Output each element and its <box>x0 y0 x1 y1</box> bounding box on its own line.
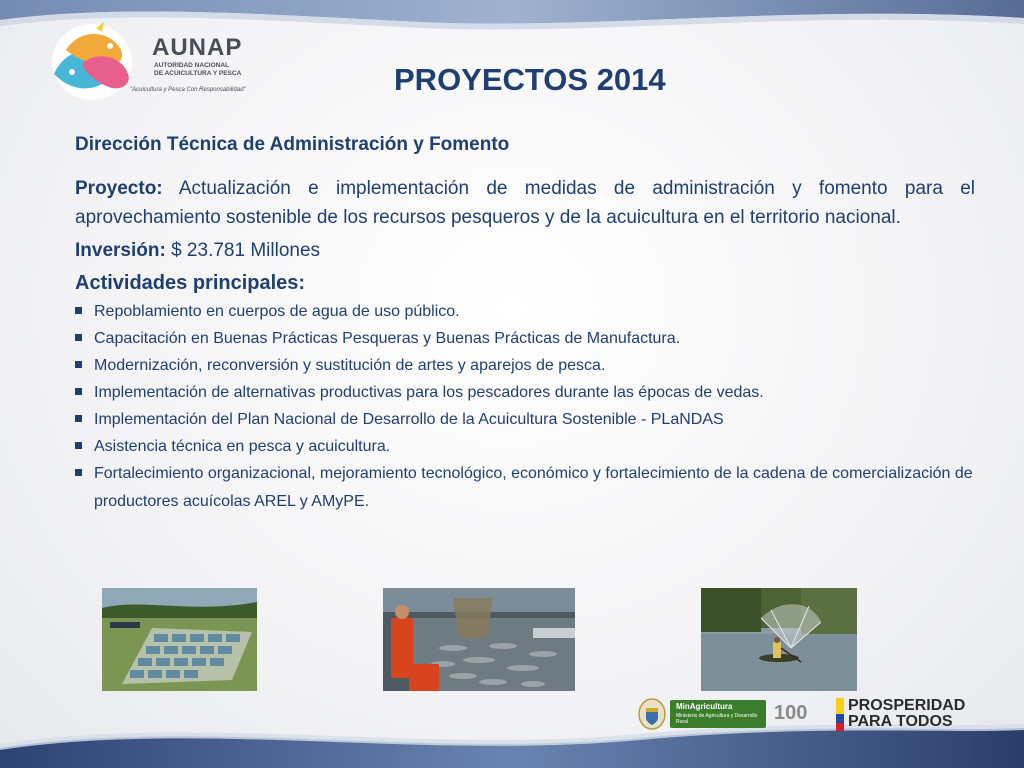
list-item <box>75 352 975 379</box>
section-heading: Dirección Técnica de Administración y Fomento <box>75 134 510 155</box>
proyecto-label: Proyecto: <box>75 178 163 199</box>
square-bullet-icon <box>75 334 82 341</box>
inversion-value: $ 23.781 Millones <box>165 240 321 261</box>
list-item-text: Implementación de alternativas productivas para los pescadores durante las épocas de vedas. <box>94 384 764 401</box>
prosperidad-para-todos-logo <box>848 698 965 730</box>
square-bullet-icon <box>75 307 82 314</box>
aunap-name: AUNAP <box>152 34 243 61</box>
prosperidad-line1: PROSPERIDAD <box>848 697 966 714</box>
footer-logos <box>636 696 986 736</box>
aunap-logo <box>46 20 286 110</box>
hundred-years-logo: 100 <box>774 702 808 724</box>
activities-list <box>75 298 975 516</box>
colombia-coat-of-arms-icon <box>638 698 666 730</box>
colombia-flag-icon <box>836 698 844 731</box>
list-item-text: Asistencia técnica en pesca y acuicultura. <box>94 438 391 455</box>
list-item <box>75 379 975 406</box>
slide-content <box>75 134 975 516</box>
square-bullet-icon <box>75 442 82 449</box>
list-item <box>75 298 975 325</box>
inversion-label: Inversión: <box>75 240 166 261</box>
aquaculture-ponds-photo <box>102 588 257 691</box>
list-item-text: Capacitación en Buenas Prácticas Pesqueras y Buenas Prácticas de Manufactura. <box>94 330 681 347</box>
fish-catch-photo <box>383 588 575 691</box>
list-item-text: Implementación del Plan Nacional de Desarrollo de la Acuicultura Sostenible - PLaNDAS <box>94 411 724 428</box>
slide-title: PROYECTOS 2014 <box>394 62 666 97</box>
fisherman-net-photo <box>701 588 857 691</box>
fish-emblem-icon <box>46 20 136 106</box>
list-item-text: Modernización, reconversión y sustitución de artes y aparejos de pesca. <box>94 357 606 374</box>
minag-title: MinAgricultura <box>676 702 733 711</box>
list-item <box>75 406 975 433</box>
list-item-text: Repoblamiento en cuerpos de agua de uso público. <box>94 303 460 320</box>
list-item-text: Fortalecimiento organizacional, mejoramiento tecnológico, económico y fortalecimiento de la cadena de comercialización de productores acuícolas AREL y AMyPE. <box>94 465 973 510</box>
aunap-tagline: "Acuicultura y Pesca Con Responsabilidad" <box>130 87 246 93</box>
list-item <box>75 460 975 516</box>
square-bullet-icon <box>75 361 82 368</box>
activities-heading: Actividades principales: <box>75 272 306 294</box>
minag-subtitle: Ministerio de Agricultura y Desarrollo Rural <box>676 713 758 725</box>
prosperidad-line2: PARA TODOS <box>848 713 953 730</box>
list-item <box>75 433 975 460</box>
list-item <box>75 325 975 352</box>
square-bullet-icon <box>75 388 82 395</box>
minagricultura-logo <box>670 700 766 728</box>
inversion-line <box>75 238 975 264</box>
proyecto-paragraph <box>75 174 975 232</box>
aunap-subtitle-line2: DE ACUICULTURA Y PESCA <box>154 70 242 77</box>
square-bullet-icon <box>75 469 82 476</box>
proyecto-text: Actualización e implementación de medidas de administración y fomento para el aprovechamiento sostenible de los recursos pesqueros y de la acuicultura en el territorio nacional. <box>75 178 975 228</box>
square-bullet-icon <box>75 415 82 422</box>
aunap-subtitle-line1: AUTORIDAD NACIONAL <box>154 62 229 69</box>
